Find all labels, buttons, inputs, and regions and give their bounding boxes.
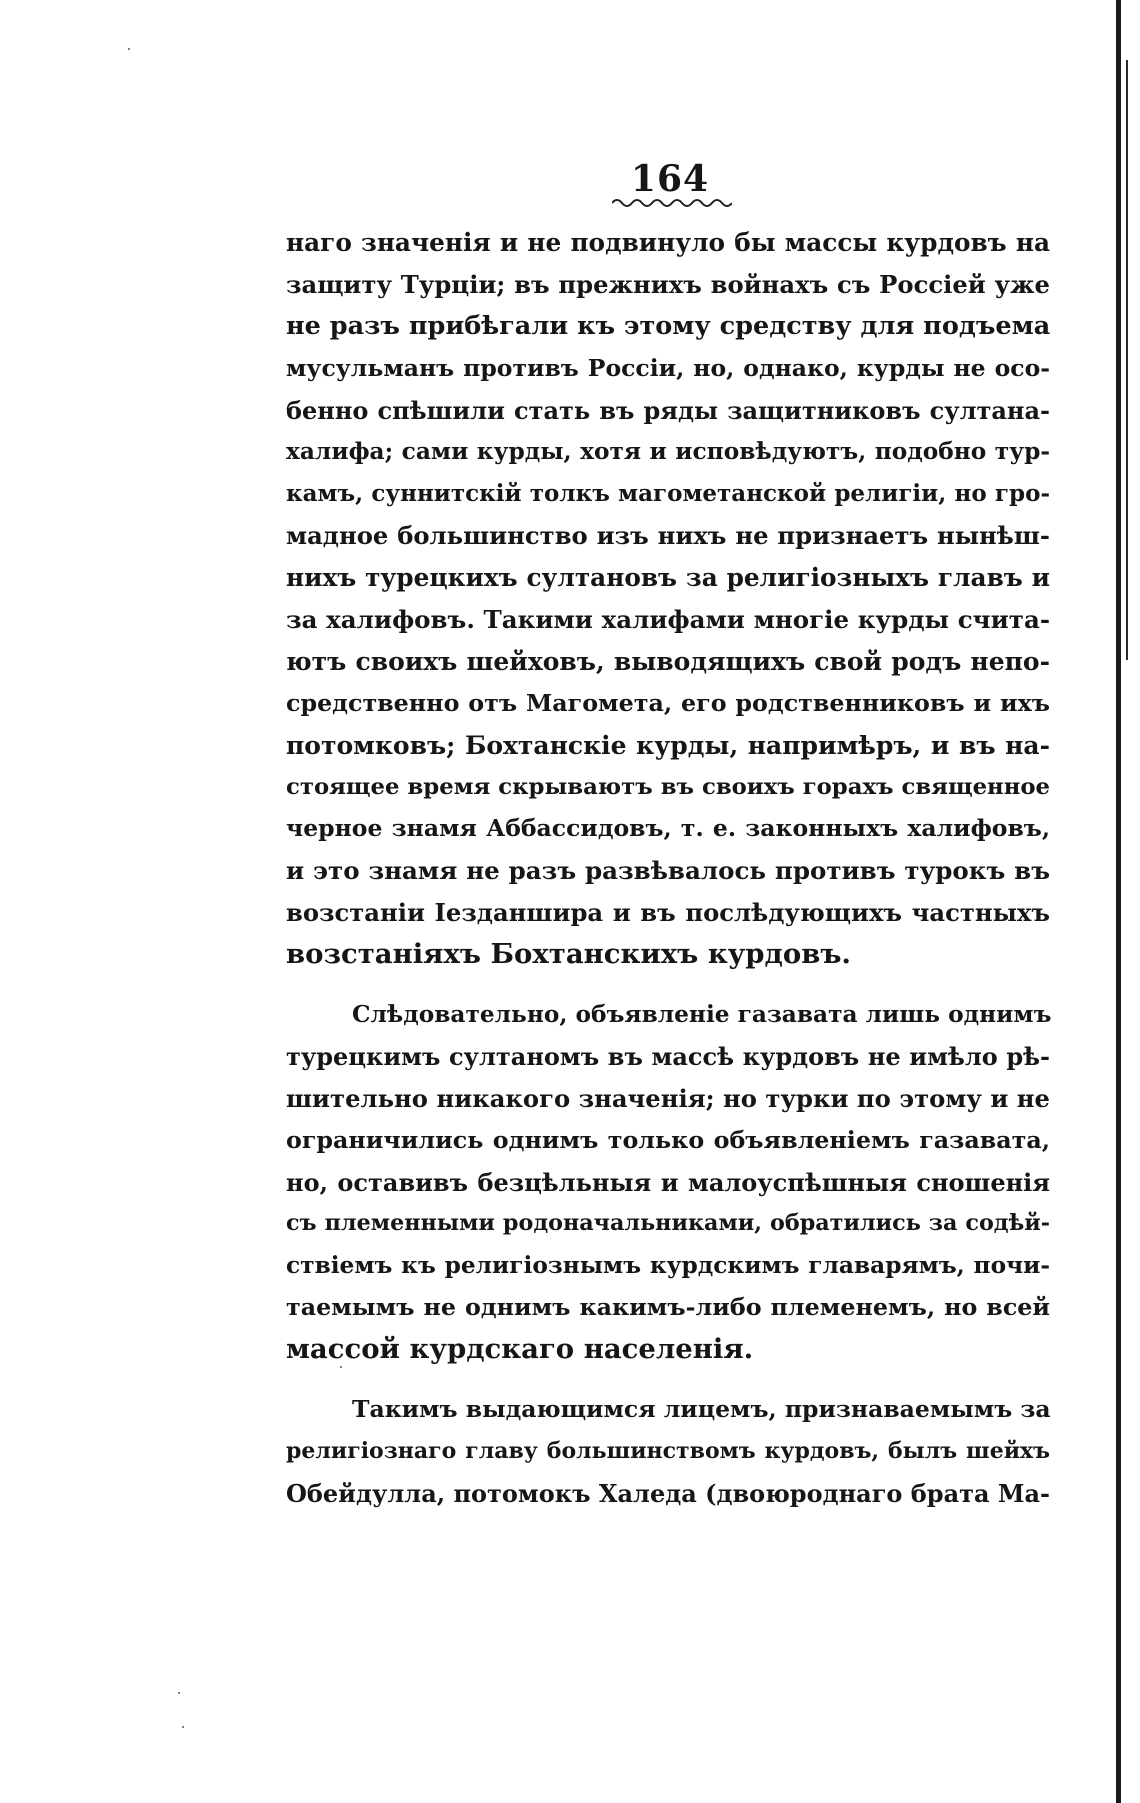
text-line: ограничились однимъ только объявленіемъ газавата, <box>286 1125 1050 1154</box>
page-number: 164 <box>630 158 710 200</box>
text-line: возстаніяхъ Бохтанскихъ курдовъ. <box>286 938 851 971</box>
scan-speck <box>178 1692 180 1694</box>
scan-edge-line <box>1116 0 1121 1803</box>
text-line: религіознаго главу большинствомъ курдовъ, былъ шейхъ <box>286 1437 1050 1464</box>
scan-speck <box>340 1366 342 1368</box>
text-line: за халифовъ. Такими халифами многіе курды счита- <box>286 605 1050 635</box>
body-text <box>286 222 1050 1515</box>
text-line: черное знамя Аббассидовъ, т. е. законныхъ халифовъ, <box>286 814 1050 843</box>
text-line: защиту Турціи; въ прежнихъ войнахъ съ Россіей уже <box>286 269 1050 299</box>
text-line: мадное большинство изъ нихъ не признаетъ нынѣш- <box>286 521 1050 551</box>
text-line: Такимъ выдающимся лицемъ, признаваемымъ за <box>352 1395 1051 1424</box>
paragraph-1 <box>286 222 1050 976</box>
scan-edge-line-inner <box>1126 60 1128 660</box>
text-line: средственно отъ Магомета, его родственниковъ и ихъ <box>286 688 1050 717</box>
text-line: Обейдулла, потомокъ Халеда (двоюроднаго брата Ма- <box>286 1478 1050 1508</box>
text-line: ютъ своихъ шейховъ, выводящихъ свой родъ непо- <box>286 646 1050 676</box>
text-line: потомковъ; Бохтанскіе курды, напримѣръ, и въ на- <box>286 730 1050 760</box>
scan-speck <box>182 1726 184 1728</box>
text-line: таемымъ не однимъ какимъ-либо племенемъ, но всей <box>286 1293 1050 1322</box>
text-line: халифа; сами курды, хотя и исповѣдуютъ, подобно тур- <box>286 438 1050 466</box>
text-line: камъ, суннитскій толкъ магометанской религіи, но гро- <box>286 480 1050 508</box>
paragraph-3 <box>286 1389 1050 1515</box>
paragraph-2 <box>286 994 1050 1371</box>
text-line: Слѣдовательно, объявленіе газавата лишь однимъ <box>352 1001 1052 1029</box>
text-line: и это знамя не разъ развѣвалось противъ турокъ въ <box>286 856 1050 886</box>
text-line: бенно спѣшили стать въ ряды защитниковъ султана- <box>286 395 1050 425</box>
text-line: массой курдскаго населенія. <box>286 1333 754 1366</box>
text-line: но, оставивъ безцѣльныя и малоуспѣшныя сношенія <box>286 1167 1050 1197</box>
scan-speck <box>128 48 130 50</box>
text-line: возстаніи Іезданшира и въ послѣдующихъ частныхъ <box>286 898 1050 928</box>
text-line: наго значенія и не подвинуло бы массы курдовъ на <box>286 228 1050 257</box>
text-line: ствіемъ къ религіознымъ курдскимъ главарямъ, почи- <box>286 1252 1050 1280</box>
ornament-squiggle <box>612 196 732 210</box>
text-line: не разъ прибѣгали къ этому средству для подъема <box>286 310 1051 341</box>
text-line: съ племенными родоначальниками, обратились за содѣй- <box>286 1210 1050 1237</box>
text-line: стоящее время скрываютъ въ своихъ горахъ священное <box>286 773 1050 800</box>
text-line: мусульманъ противъ Россіи, но, однако, курды не осо- <box>286 353 1050 382</box>
text-line: нихъ турецкихъ султановъ за религіозныхъ главъ и <box>286 563 1050 593</box>
text-line: шительно никакого значенія; но турки по этому и не <box>286 1083 1050 1113</box>
text-line: турецкимъ султаномъ въ массѣ курдовъ не имѣло рѣ- <box>286 1041 1050 1071</box>
